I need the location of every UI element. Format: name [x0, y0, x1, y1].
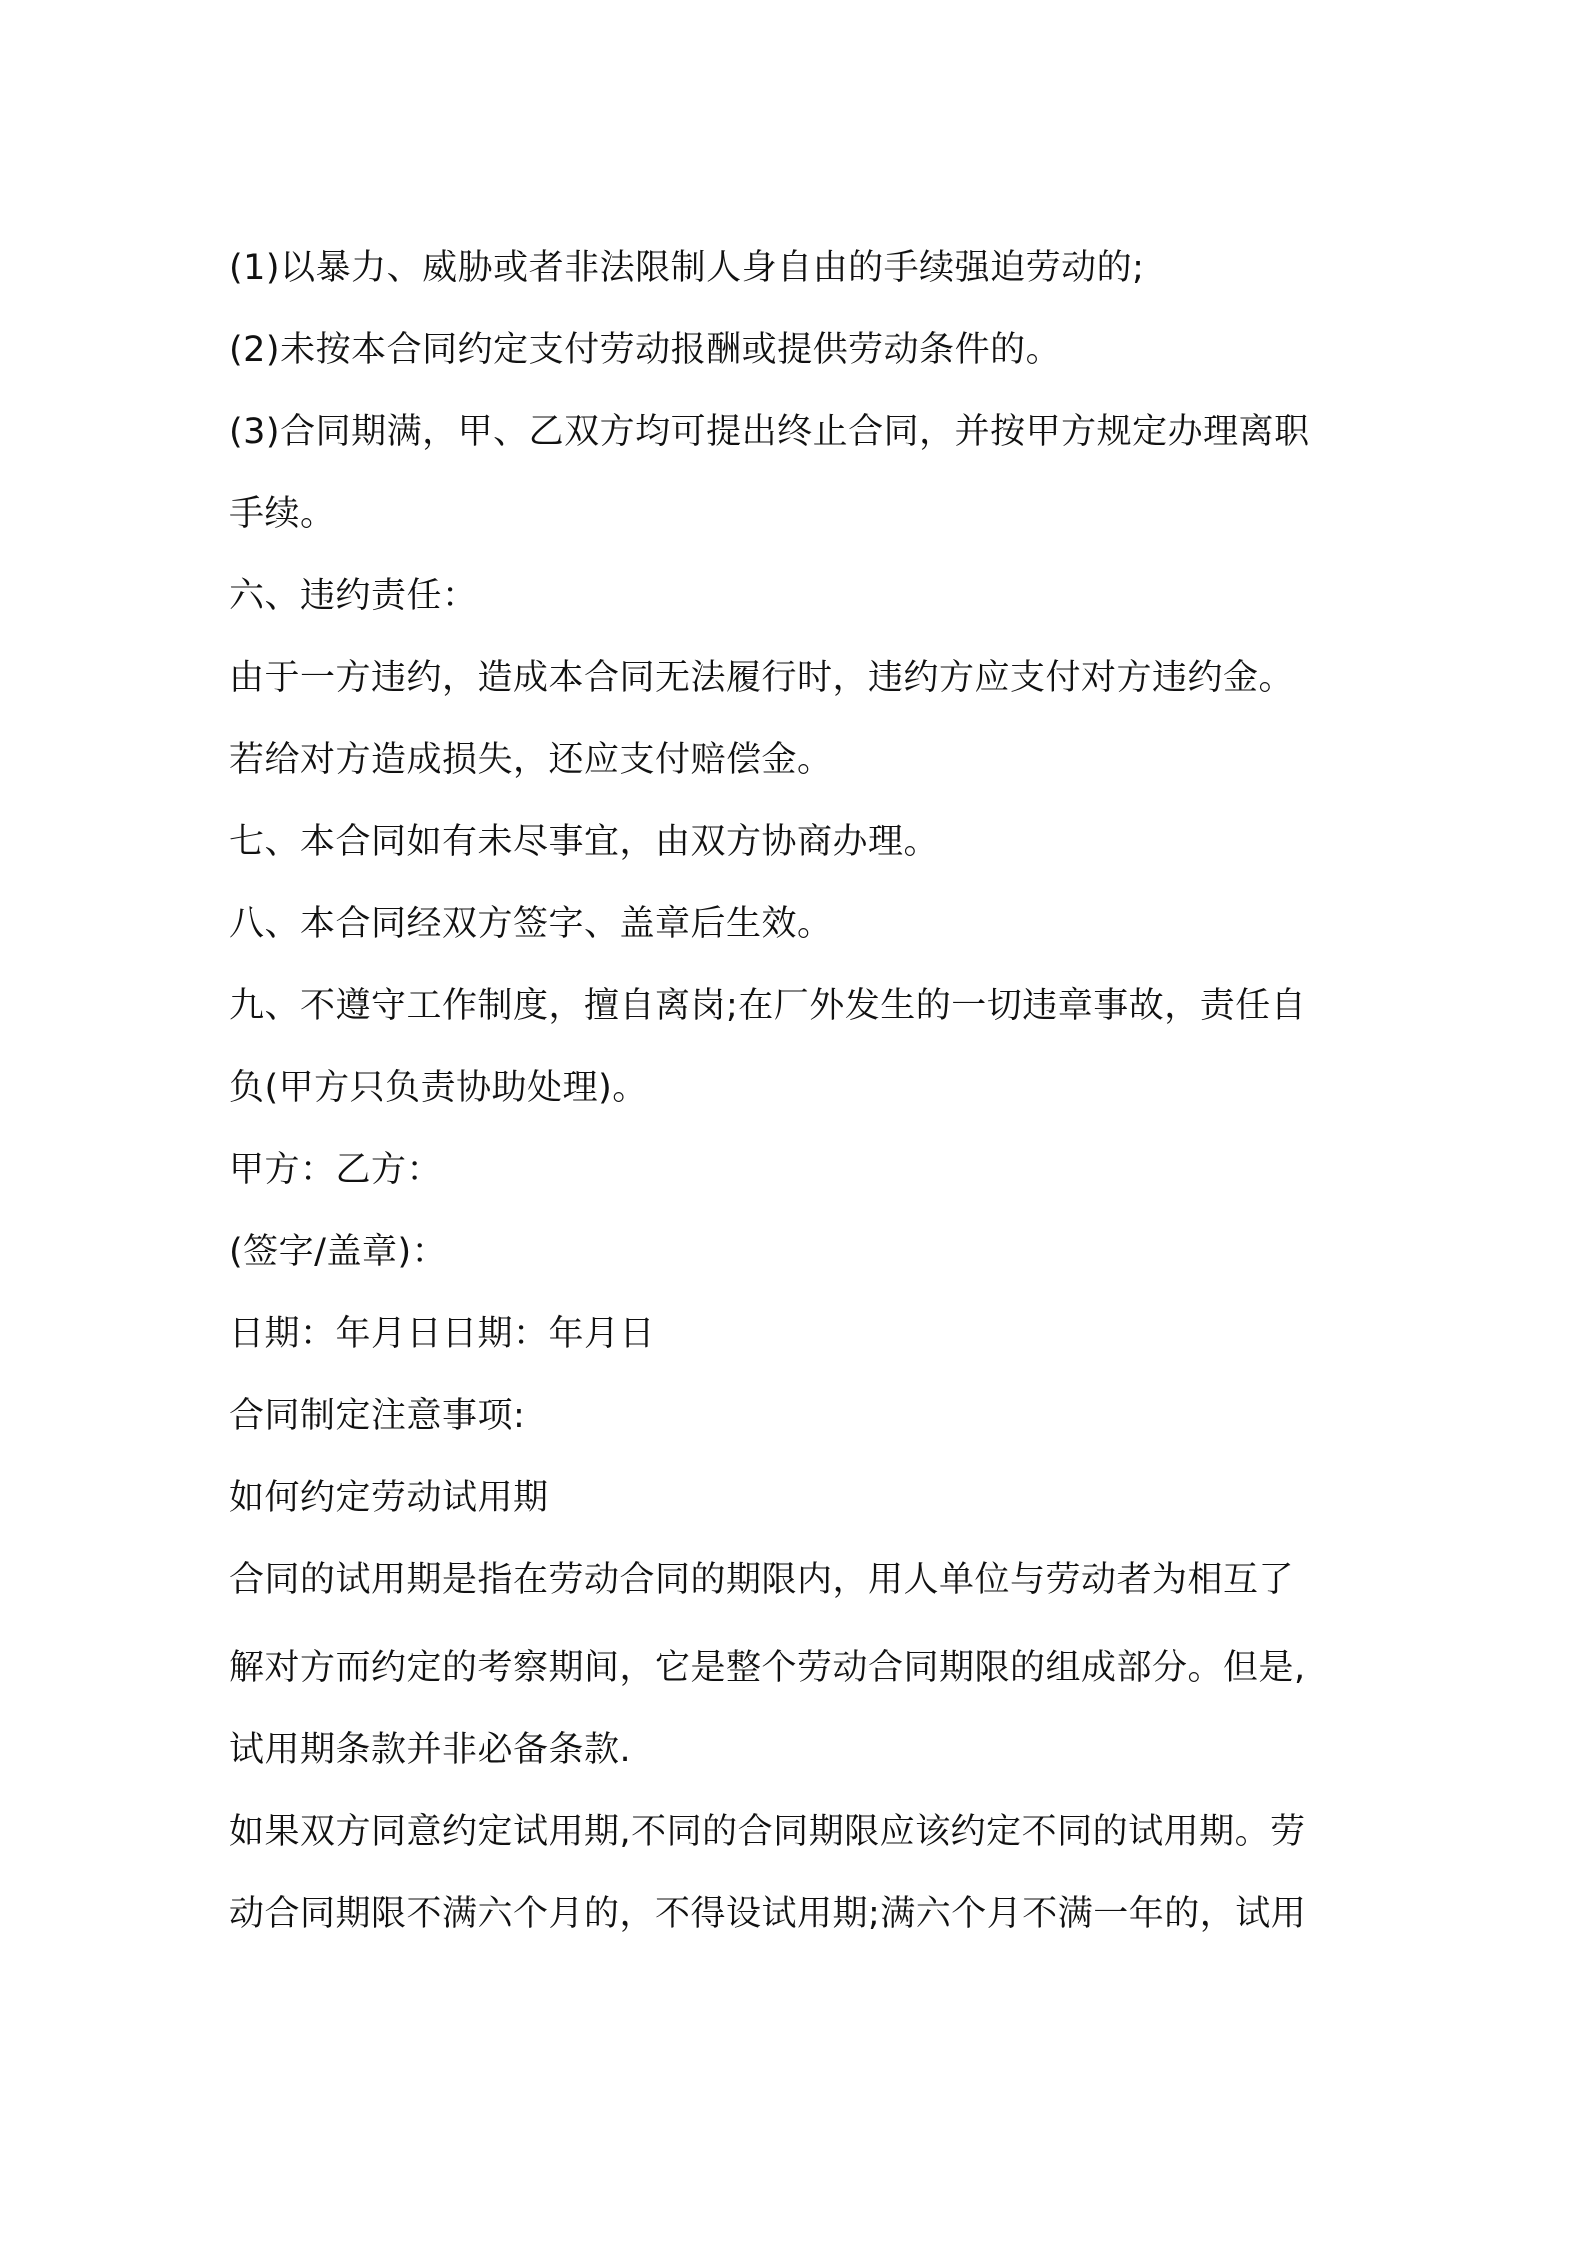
clause-6-1: (1)以暴力、威胁或者非法限制人身自由的手续强迫劳动的; [229, 248, 1145, 288]
section-9-cont: 负(甲方只负责协助处理)。 [229, 1068, 648, 1108]
liability-text: 由于一方违约，造成本合同无法履行时，违约方应支付对方违约金。 [229, 658, 1295, 698]
section-9: 九、不遵守工作制度，擅自离岗;在厂外发生的一切违章事故，责任自 [229, 986, 1307, 1026]
clause-6-3-cont: 手续。 [229, 494, 336, 534]
probation-text-3: 试用期条款并非必备条款. [229, 1730, 632, 1770]
liability-text-cont: 若给对方造成损失，还应支付赔偿金。 [229, 740, 833, 780]
probation-text-4: 如果双方同意约定试用期,不同的合同期限应该约定不同的试用期。劳 [229, 1812, 1306, 1852]
signature-stamp: (签字/盖章)： [229, 1232, 448, 1272]
signature-parties: 甲方：乙方： [229, 1150, 443, 1190]
notes-heading: 合同制定注意事项: [229, 1396, 526, 1436]
probation-text-2: 解对方而约定的考察期间，它是整个劳动合同期限的组成部分。但是, [229, 1648, 1306, 1688]
section-7: 七、本合同如有未尽事宜，由双方协商办理。 [229, 822, 940, 862]
section-heading-liability: 六、违约责任： [229, 576, 478, 616]
signature-dates: 日期：年月日日期：年月日 [229, 1314, 656, 1354]
probation-text-1: 合同的试用期是指在劳动合同的期限内，用人单位与劳动者为相互了 [229, 1560, 1295, 1600]
probation-heading: 如何约定劳动试用期 [229, 1478, 549, 1518]
section-8: 八、本合同经双方签字、盖章后生效。 [229, 904, 833, 944]
clause-6-3: (3)合同期满，甲、乙双方均可提出终止合同，并按甲方规定办理离职 [229, 412, 1310, 452]
clause-6-2: (2)未按本合同约定支付劳动报酬或提供劳动条件的。 [229, 330, 1062, 370]
probation-text-5: 动合同期限不满六个月的，不得设试用期;满六个月不满一年的，试用 [229, 1894, 1307, 1934]
